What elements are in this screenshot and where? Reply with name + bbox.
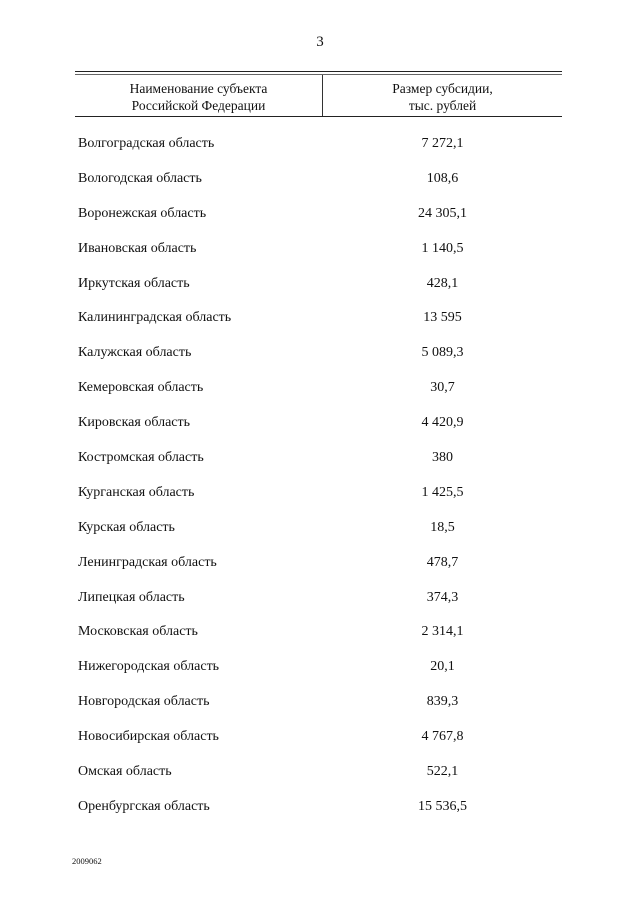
- header-subject-name-line2: Российской Федерации: [131, 98, 266, 113]
- table-row: [0, 231, 640, 266]
- table-row: [0, 789, 640, 824]
- subject-name-cell: Московская область: [78, 624, 198, 640]
- subject-name-cell: Новгородская область: [78, 694, 210, 710]
- table-row: [0, 510, 640, 545]
- subsidy-amount-cell: 4 767,8: [421, 729, 464, 745]
- table-row: [0, 475, 640, 510]
- table-row: [0, 126, 640, 161]
- table-row: [0, 161, 640, 196]
- table-row: [0, 614, 640, 649]
- subject-name-cell: Курская область: [78, 519, 175, 535]
- subject-name-cell: Иркутская область: [78, 275, 190, 291]
- header-subject-name: [75, 80, 322, 114]
- subsidy-amount-cell: 20,1: [430, 659, 455, 675]
- subject-name-cell: Кемеровская область: [78, 380, 204, 396]
- subject-name-cell: Нижегородская область: [78, 659, 220, 675]
- header-top-rule: [75, 71, 562, 72]
- subject-name-cell: Ивановская область: [78, 240, 197, 256]
- header-subsidy-amount-line2: тыс. рублей: [408, 98, 477, 113]
- subsidy-amount-cell: 522,1: [426, 764, 459, 780]
- table-row: [0, 196, 640, 231]
- subject-name-cell: Калининградская область: [78, 310, 232, 326]
- subsidy-amount-cell: 1 425,5: [421, 484, 464, 500]
- subsidy-amount-cell: 428,1: [426, 275, 459, 291]
- header-subsidy-amount-line1: Размер субсидии,: [392, 81, 493, 96]
- subsidy-amount-cell: 108,6: [426, 170, 459, 186]
- header-bottom-rule: [75, 116, 562, 117]
- subsidy-amount-cell: 4 420,9: [421, 415, 464, 431]
- table-body: [0, 126, 640, 824]
- subsidy-amount-cell: 24 305,1: [418, 205, 467, 221]
- table-row: [0, 684, 640, 719]
- table-row: [0, 370, 640, 405]
- subject-name-cell: Оренбургская область: [78, 798, 210, 814]
- table-row: [0, 754, 640, 789]
- subject-name-cell: Волгоградская область: [78, 136, 215, 151]
- header-subsidy-amount: [323, 80, 562, 114]
- subject-name-cell: Воронежская область: [78, 205, 207, 221]
- subsidy-amount-cell: 18,5: [430, 519, 455, 535]
- header-top-rule-inner: [75, 74, 562, 75]
- table-header: [75, 71, 562, 117]
- table-row: [0, 649, 640, 684]
- table-row: [0, 300, 640, 335]
- subject-name-cell: Липецкая область: [78, 589, 185, 605]
- table-row: [0, 266, 640, 301]
- subsidy-amount-cell: 2 314,1: [421, 624, 464, 640]
- subject-name-cell: Кировская область: [78, 415, 191, 431]
- subsidy-amount-cell: 7 272,1: [421, 136, 464, 151]
- subsidy-amount-cell: 478,7: [426, 554, 459, 570]
- subsidy-amount-cell: 5 089,3: [421, 345, 464, 361]
- subject-name-cell: Костромская область: [78, 450, 204, 466]
- subject-name-cell: Ленинградская область: [78, 554, 217, 570]
- table-row: [0, 440, 640, 475]
- table-row: [0, 545, 640, 580]
- subsidy-amount-cell: 13 595: [423, 310, 462, 326]
- subject-name-cell: Новосибирская область: [78, 729, 219, 745]
- subsidy-amount-cell: 380: [432, 450, 453, 466]
- table-row: [0, 580, 640, 615]
- document-code: 2009062: [72, 856, 102, 866]
- header-subject-name-line1: Наименование субъекта: [129, 81, 268, 96]
- subsidy-amount-cell: 1 140,5: [421, 240, 464, 256]
- subsidy-amount-cell: 374,3: [426, 589, 459, 605]
- subsidy-amount-cell: 839,3: [426, 694, 459, 710]
- page-number: 3: [316, 34, 324, 50]
- table-row: [0, 719, 640, 754]
- subject-name-cell: Калужская область: [78, 345, 192, 361]
- subject-name-cell: Вологодская область: [78, 170, 202, 186]
- subject-name-cell: Омская область: [78, 764, 172, 780]
- subsidy-amount-cell: 30,7: [430, 380, 455, 396]
- table-row: [0, 335, 640, 370]
- subsidy-amount-cell: 15 536,5: [418, 798, 467, 814]
- table-row: [0, 405, 640, 440]
- subject-name-cell: Курганская область: [78, 484, 195, 500]
